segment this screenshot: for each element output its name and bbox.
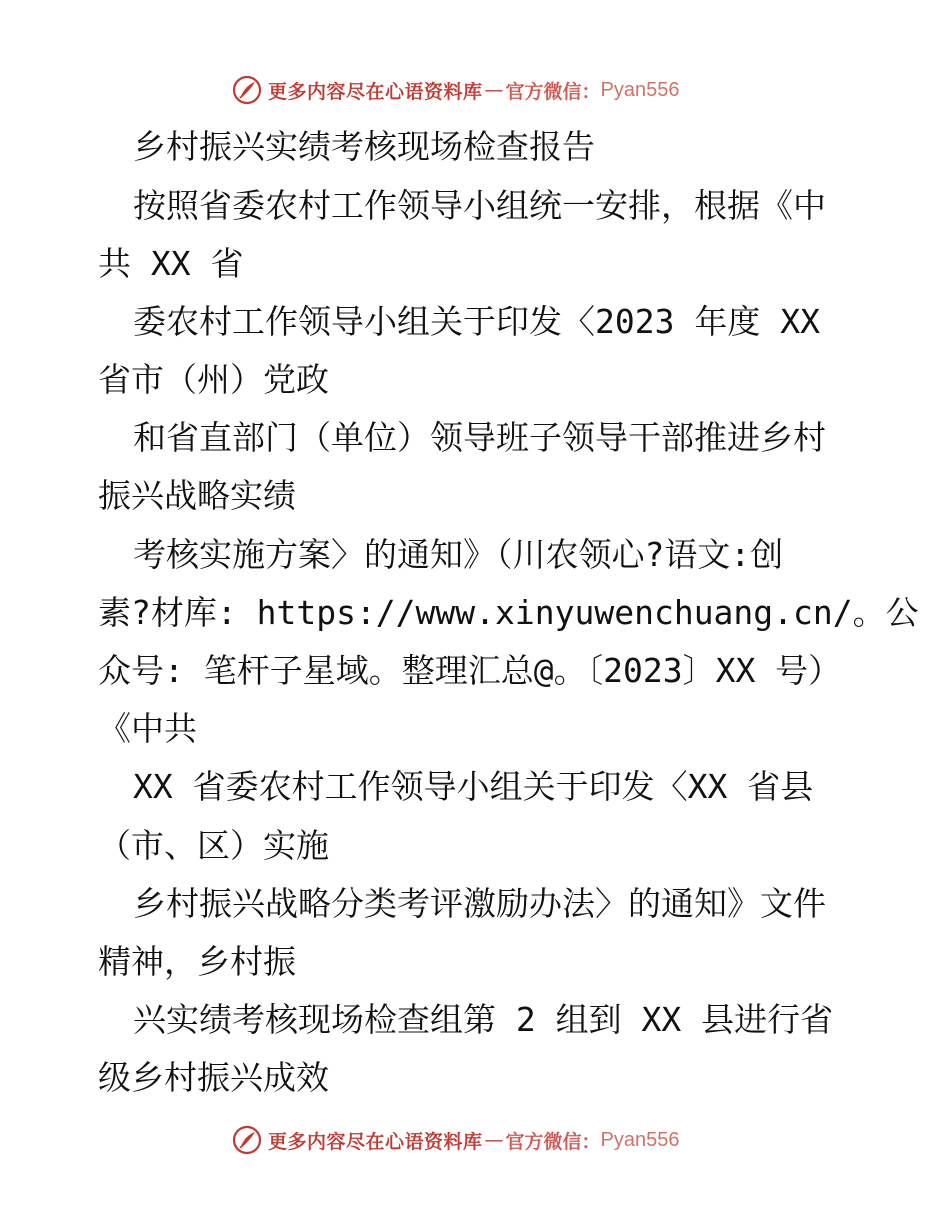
text-line: 级乡村振兴成效: [98, 1058, 329, 1097]
text-line: （市、区）实施: [98, 826, 329, 865]
banner-dash: —: [484, 1129, 504, 1151]
text-line: XX 省委农村工作领导小组关于印发〈XX 省县: [133, 767, 814, 806]
banner-wechat-label: 官方微信：: [505, 80, 601, 103]
text-line: 按照省委农村工作领导小组统一安排，根据《中: [133, 186, 826, 225]
quill-logo-icon: [232, 1125, 262, 1155]
text-line: 《中共: [98, 709, 197, 748]
text-line: 省市（州）党政: [98, 360, 329, 399]
text-line: 乡村振兴战略分类考评激励办法〉的通知》文件: [133, 884, 826, 923]
text-line: 兴实绩考核现场检查组第 2 组到 XX 县进行省: [133, 1000, 834, 1039]
text-line: 和省直部门（单位）领导班子领导干部推进乡村: [133, 418, 826, 457]
banner-brand: 更多内容尽在心语资料库: [268, 80, 483, 103]
document-title: 乡村振兴实绩考核现场检查报告: [133, 127, 595, 166]
text-line: 素?材库: https://www.xinyuwenchuang.cn/。公: [98, 593, 919, 632]
text-line: 精神，乡村振: [98, 942, 296, 981]
text-line: 共 XX 省: [98, 244, 244, 283]
banner-account: Pyan556: [600, 78, 680, 101]
footer-banner: [232, 1123, 732, 1157]
banner-dash: —: [484, 79, 504, 101]
text-line: 众号: 笔杆子星域。整理汇总@。〔2023〕XX 号）: [98, 651, 842, 690]
banner-account: Pyan556: [600, 1128, 680, 1151]
banner-wechat-label: 官方微信：: [505, 1130, 601, 1153]
text-line: 考核实施方案〉的通知》（川农领心?语文:创: [133, 535, 784, 574]
text-line: 委农村工作领导小组关于印发〈2023 年度 XX: [133, 302, 820, 341]
text-line: 振兴战略实绩: [98, 476, 296, 515]
banner-brand: 更多内容尽在心语资料库: [268, 1130, 483, 1153]
